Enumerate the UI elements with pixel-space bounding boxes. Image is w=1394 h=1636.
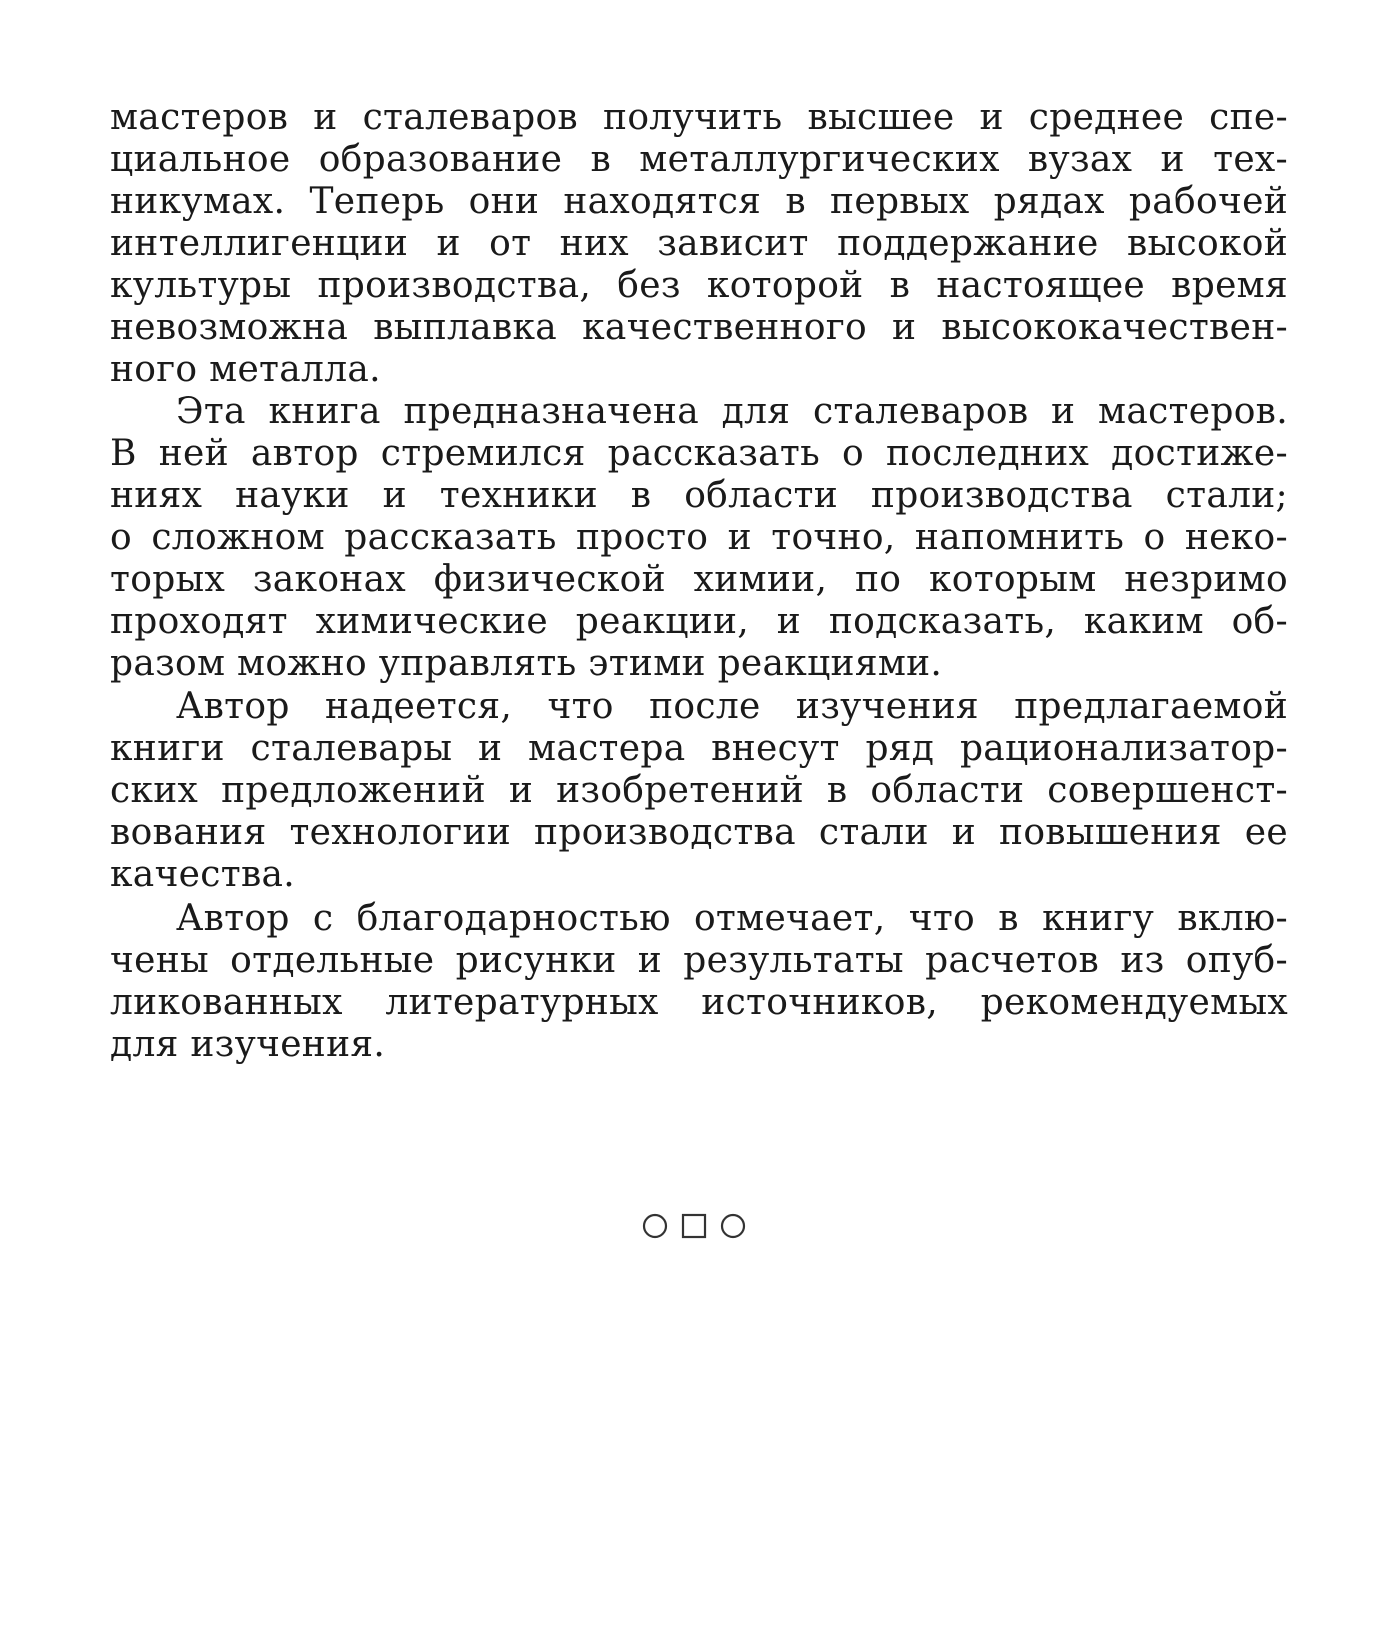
text-line: для изучения. [110, 1024, 386, 1065]
text-line: культуры производства, без которой в настоящее время [110, 265, 1288, 306]
text-line: качества. [110, 854, 296, 895]
text-line: интеллигенции и от них зависит поддержание высокой [110, 223, 1288, 264]
circle-square-circle-ornament-icon [640, 1206, 750, 1246]
ornament-circle-right [722, 1215, 744, 1237]
text-line: мастеров и сталеваров получить высшее и среднее спе- [110, 97, 1288, 138]
text-line: проходят химические реакции, и подсказать, каким об- [110, 601, 1288, 642]
text-line: ских предложений и изобретений в области совершенст- [110, 770, 1288, 811]
text-line: невозможна выплавка качественного и высококачествен- [110, 307, 1288, 348]
text-line: чены отдельные рисунки и результаты расчетов из опуб- [110, 940, 1288, 981]
text-line: Автор надеется, что после изучения предлагаемой [176, 686, 1288, 727]
text-line: торых законах физической химии, по которым незримо [110, 559, 1288, 600]
text-line: Автор с благодарностью отмечает, что в книгу вклю- [176, 898, 1288, 939]
text-line: ликованных литературных источников, рекомендуемых [110, 982, 1288, 1023]
text-line: книги сталевары и мастера внесут ряд рационализатор- [110, 728, 1288, 769]
ornament-square [683, 1215, 705, 1237]
text-line: о сложном рассказать просто и точно, напомнить о неко- [110, 517, 1288, 558]
text-line: Эта книга предназначена для сталеваров и мастеров. [176, 391, 1288, 432]
text-line: ниях науки и техники в области производства стали; [110, 475, 1288, 516]
text-line: вования технологии производства стали и повышения ее [110, 812, 1288, 853]
text-line: циальное образование в металлургических вузах и тех- [110, 139, 1288, 180]
text-line: ного металла. [110, 349, 381, 390]
text-line: разом можно управлять этими реакциями. [110, 643, 943, 684]
text-line: никумах. Теперь они находятся в первых рядах рабочей [110, 181, 1288, 222]
ornament-circle-left [644, 1215, 666, 1237]
text-line: В ней автор стремился рассказать о последних достиже- [110, 433, 1288, 474]
